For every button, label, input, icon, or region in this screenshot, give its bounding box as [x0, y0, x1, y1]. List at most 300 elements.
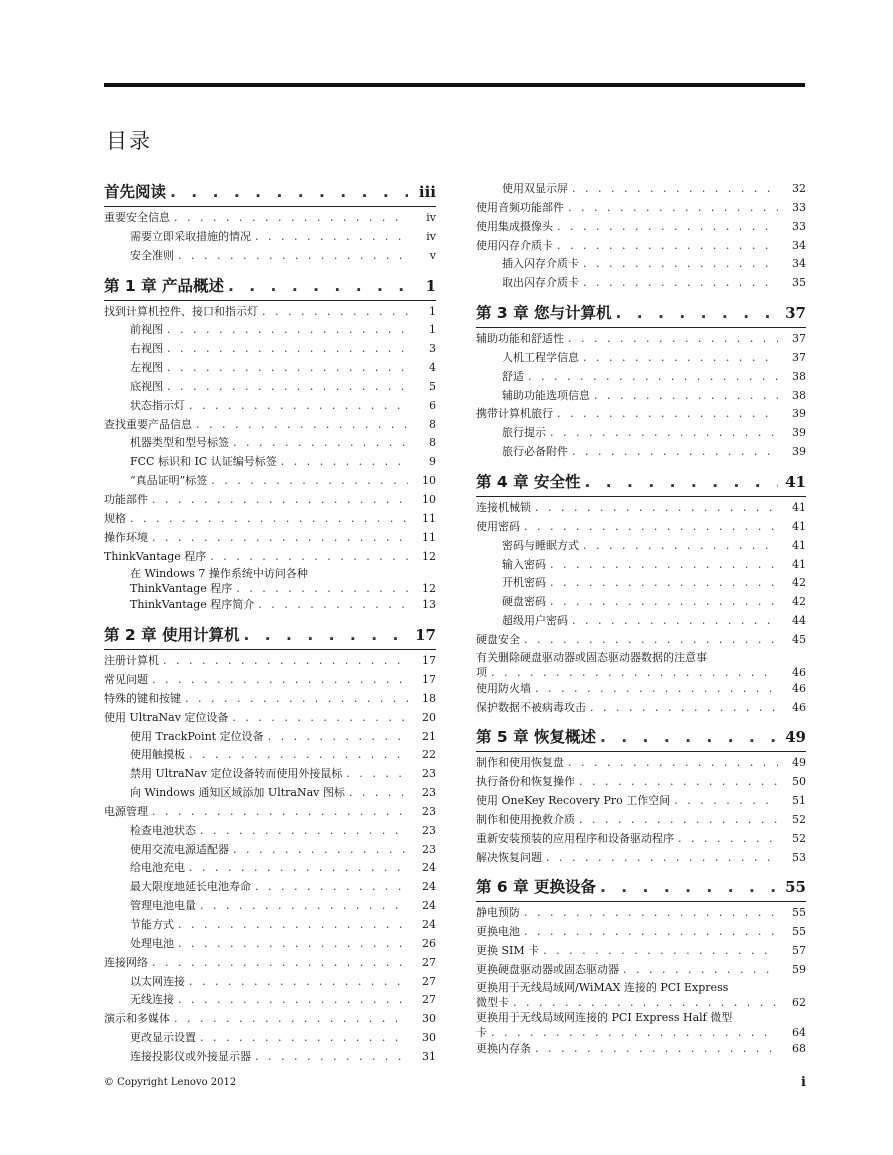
dot-leader [509, 995, 778, 1010]
toc-entry-title: 辅助功能选项信息 [502, 388, 590, 402]
toc-entry[interactable] [104, 841, 436, 860]
toc-entry-page: 46 [792, 700, 806, 714]
toc-entry[interactable] [104, 303, 436, 322]
dot-leader [174, 935, 408, 954]
toc-entry-title: 右视图 [130, 342, 163, 356]
toc-entry[interactable] [104, 228, 436, 247]
toc-chapter-title: 第 2 章 使用计算机 [104, 626, 240, 645]
toc-entry-title: 取出闪存介质卡 [502, 276, 579, 290]
toc-entry-page: 23 [422, 767, 436, 781]
toc-entry-title: 找到计算机控件、接口和指示灯 [104, 304, 258, 318]
toc-entry-title: ThinkVantage 程序 [130, 582, 233, 596]
toc-entry[interactable] [104, 472, 436, 491]
dot-leader [575, 773, 778, 792]
toc-entry-page: 23 [422, 842, 436, 856]
toc-entry-page: 33 [792, 219, 806, 233]
dot-leader [251, 228, 408, 247]
toc-entry-page: 62 [792, 995, 806, 1009]
toc-entry[interactable] [104, 765, 436, 784]
toc-entry[interactable] [104, 1048, 436, 1067]
toc-entry[interactable] [104, 378, 436, 397]
chapter-rule [104, 649, 436, 650]
toc-entry-page: 13 [422, 598, 436, 612]
toc-entry[interactable] [104, 822, 436, 841]
toc-entry-title: 使用密码 [476, 519, 520, 533]
toc-entry[interactable] [104, 803, 436, 822]
toc-entry[interactable] [476, 699, 806, 718]
toc-entry[interactable] [104, 728, 436, 747]
toc-entry[interactable] [104, 746, 436, 765]
toc-entry[interactable] [476, 330, 806, 349]
toc-entry-page: 12 [422, 582, 436, 596]
toc-entry-title: 功能部件 [104, 492, 148, 506]
toc-entry-title: 解决恢复问题 [476, 850, 542, 864]
toc-chapter-page: iii [418, 183, 436, 201]
toc-entry-page: 35 [792, 276, 806, 290]
toc-entry-title: 更改显示设置 [130, 1031, 196, 1045]
toc-left-column [104, 180, 436, 1067]
dot-leader [568, 180, 778, 199]
toc-entry[interactable] [104, 566, 436, 596]
toc-entry-page: 32 [792, 182, 806, 195]
toc-entry[interactable] [104, 596, 436, 615]
toc-entry-title: 更换硬盘驱动器或固态驱动器 [476, 963, 619, 976]
toc-entry-title: 辅助功能和舒适性 [476, 332, 564, 346]
toc-entry-page: 11 [422, 511, 436, 525]
toc-entry[interactable] [476, 443, 806, 462]
toc-entry-page: 39 [792, 426, 806, 440]
dot-leader [239, 623, 408, 648]
dot-leader [345, 784, 408, 803]
toc-entry-title: 连接网络 [104, 955, 148, 969]
toc-entry[interactable] [104, 1029, 436, 1048]
toc-entry-title: 特殊的键和按键 [104, 691, 181, 705]
dot-leader [579, 255, 778, 274]
dot-leader [251, 1048, 408, 1067]
dot-leader [546, 574, 778, 593]
dot-leader [531, 499, 778, 518]
dot-leader [163, 321, 408, 340]
toc-entry-page: 64 [792, 1025, 806, 1039]
toc-entry[interactable] [104, 991, 436, 1010]
dot-leader [159, 652, 408, 671]
dot-leader [192, 416, 408, 435]
toc-entry-page: 27 [422, 955, 436, 969]
dot-leader [185, 973, 408, 992]
dot-leader [520, 631, 778, 650]
toc-entry-title: 使用防火墙 [476, 681, 531, 695]
toc-entry[interactable] [476, 368, 806, 387]
toc-entry[interactable] [476, 405, 806, 424]
toc-entry-page: 5 [429, 379, 436, 393]
dot-leader [148, 529, 408, 548]
toc-entry-title: 注册计算机 [104, 654, 159, 668]
toc-entry-title: 管理电池电量 [130, 899, 196, 913]
toc-entry-title: 项 [476, 665, 487, 679]
toc-chapter-title: 第 1 章 产品概述 [104, 276, 224, 295]
toc-entry-title: 左视图 [130, 361, 163, 375]
toc-chapter-page: 17 [415, 626, 436, 645]
toc-entry-title: 处理电池 [130, 936, 174, 950]
toc-chapter[interactable] [104, 274, 436, 299]
toc-chapter-page: 41 [785, 472, 806, 491]
dot-leader [170, 209, 408, 228]
dot-leader [520, 904, 778, 923]
chapter-rule [104, 206, 436, 207]
toc-entry-title: 以太网连接 [130, 974, 185, 988]
toc-entry[interactable] [104, 453, 436, 472]
toc-entry-page: 34 [792, 238, 806, 252]
toc-entry-page: 8 [429, 417, 436, 431]
toc-entry[interactable] [476, 792, 806, 811]
toc-entry-title: 使用 UltraNav 定位设备 [104, 710, 229, 724]
toc-chapter-title: 第 4 章 安全性 [476, 472, 581, 491]
toc-entry-page: 27 [422, 993, 436, 1007]
toc-entry[interactable] [104, 859, 436, 878]
toc-entry-page: 50 [792, 775, 806, 789]
toc-entry-page: 24 [422, 899, 436, 913]
toc-entry[interactable] [104, 916, 436, 935]
dot-leader [170, 1010, 408, 1029]
dot-leader [163, 340, 408, 359]
toc-entry-page: 6 [429, 398, 436, 412]
dot-leader [531, 680, 778, 699]
toc-entry[interactable] [476, 199, 806, 218]
toc-entry-page: 20 [422, 710, 436, 724]
toc-entry-title: 静电预防 [476, 906, 520, 920]
toc-entry[interactable] [104, 416, 436, 435]
toc-entry[interactable] [476, 923, 806, 942]
toc-entry-page: 21 [422, 729, 436, 743]
toc-entry[interactable] [104, 548, 436, 567]
toc-entry[interactable] [104, 897, 436, 916]
toc-entry-page: 46 [792, 681, 806, 695]
toc-chapter[interactable] [104, 180, 436, 205]
toc-entry-title: 操作环境 [104, 530, 148, 544]
dot-leader [196, 897, 408, 916]
toc-entry[interactable] [476, 680, 806, 699]
dot-leader [148, 954, 408, 973]
toc-entry-title: 旅行必备附件 [502, 445, 568, 459]
toc-entry[interactable] [476, 849, 806, 868]
toc-entry[interactable] [104, 321, 436, 340]
toc-chapter[interactable] [476, 875, 806, 900]
dot-leader [148, 803, 408, 822]
dot-leader [553, 237, 778, 256]
dot-leader [564, 330, 778, 349]
dot-leader [487, 665, 778, 680]
toc-entry-page: 18 [422, 691, 436, 705]
toc-entry[interactable] [476, 830, 806, 849]
toc-entry[interactable] [476, 518, 806, 537]
toc-entry-title: 连接机械锁 [476, 500, 531, 514]
toc-entry[interactable] [476, 811, 806, 830]
toc-entry-page: 17 [422, 654, 436, 668]
toc-entry-title: 硬盘安全 [476, 632, 520, 646]
dot-leader [258, 303, 408, 322]
dot-leader [520, 518, 778, 537]
toc-entry-page: 30 [422, 1031, 436, 1045]
toc-entry-page: 39 [792, 407, 806, 421]
toc-entry[interactable] [104, 434, 436, 453]
toc-entry-title: 节能方式 [130, 918, 174, 931]
toc-entry-page: 27 [422, 974, 436, 988]
toc-entry[interactable] [104, 973, 436, 992]
toc-entry[interactable] [104, 784, 436, 803]
toc-entry-page: 41 [792, 500, 806, 514]
toc-entry[interactable] [104, 671, 436, 690]
toc-chapter-page: 49 [785, 728, 806, 747]
dot-leader [579, 537, 778, 556]
dot-leader [181, 690, 408, 709]
toc-entry-page: 11 [422, 530, 436, 544]
dot-leader [228, 709, 408, 728]
toc-entry[interactable] [476, 424, 806, 443]
toc-entry[interactable] [476, 180, 806, 199]
toc-entry-page: 30 [422, 1012, 436, 1026]
dot-leader [229, 434, 408, 453]
toc-entry[interactable] [476, 650, 806, 680]
toc-entry-page: 12 [422, 549, 436, 563]
toc-chapter[interactable] [476, 301, 806, 326]
toc-entry[interactable] [476, 387, 806, 406]
toc-entry-title: 密码与睡眠方式 [502, 538, 579, 552]
dot-leader [520, 923, 778, 942]
copyright-notice: © Copyright Lenovo 2012 [104, 1077, 237, 1088]
toc-entry[interactable] [104, 247, 436, 266]
toc-chapter-title: 第 6 章 更换设备 [476, 878, 596, 897]
top-rule [104, 83, 805, 87]
toc-entry-title: 重新安装预装的应用程序和设备驱动程序 [476, 831, 674, 845]
dot-leader [546, 593, 778, 612]
dot-leader [185, 397, 408, 416]
toc-entry[interactable] [476, 574, 806, 593]
toc-entry[interactable] [104, 209, 436, 228]
toc-entry[interactable] [476, 255, 806, 274]
toc-entry-title: 保护数据不被病毒攻击 [476, 700, 586, 714]
toc-entry-page: 23 [422, 823, 436, 837]
toc-entry-page: 41 [792, 538, 806, 552]
toc-entry-title-line: 更换用于无线局域网/WiMAX 连接的 PCI Express [476, 980, 729, 994]
toc-entry-title: 使用双显示屏 [502, 182, 568, 195]
toc-entry[interactable] [476, 612, 806, 631]
toc-chapter[interactable] [104, 623, 436, 648]
toc-entry-page: iv [426, 229, 436, 243]
toc-entry[interactable] [104, 954, 436, 973]
toc-entry[interactable] [476, 237, 806, 256]
toc-entry-page: 31 [422, 1049, 436, 1063]
toc-entry-title: 向 Windows 通知区域添加 UltraNav 图标 [130, 786, 345, 800]
dot-leader [264, 728, 408, 747]
toc-entry[interactable] [104, 491, 436, 510]
toc-entry-title: 使用交流电源适配器 [130, 842, 229, 856]
toc-entry[interactable] [476, 556, 806, 575]
dot-leader [232, 581, 408, 596]
toc-entry-page: 44 [792, 614, 806, 628]
toc-entry-title: 开机密码 [502, 576, 546, 590]
dot-leader [163, 359, 408, 378]
toc-entry[interactable] [476, 218, 806, 237]
dot-leader [596, 875, 778, 900]
toc-entry[interactable] [104, 359, 436, 378]
toc-entry-title: ThinkVantage 程序简介 [130, 598, 255, 612]
toc-entry-page: 38 [792, 388, 806, 402]
toc-entry-page: 3 [429, 342, 436, 356]
chapter-rule [104, 300, 436, 301]
toc-entry-page: 4 [429, 361, 436, 375]
toc-entry[interactable] [104, 397, 436, 416]
toc-entry[interactable] [104, 690, 436, 709]
dot-leader [148, 491, 408, 510]
toc-entry-page: 38 [792, 369, 806, 383]
toc-entry[interactable] [104, 935, 436, 954]
toc-entry-page: 52 [792, 812, 806, 826]
dot-leader [126, 510, 408, 529]
toc-entry-title: 查找重要产品信息 [104, 417, 192, 431]
toc-entry-page: 26 [422, 936, 436, 950]
toc-entry[interactable] [476, 537, 806, 556]
dot-leader [163, 378, 408, 397]
dot-leader [251, 878, 408, 897]
toc-entry-page: 9 [429, 455, 436, 469]
chapter-rule [476, 901, 806, 902]
toc-chapter-title: 第 5 章 恢复概述 [476, 728, 596, 747]
dot-leader [596, 725, 778, 750]
toc-chapter-title: 首先阅读 [104, 183, 167, 201]
dot-leader [174, 991, 408, 1010]
dot-leader [619, 961, 778, 980]
toc-right-column [476, 180, 806, 1059]
dot-leader [185, 859, 408, 878]
toc-entry-page: 23 [422, 804, 436, 818]
toc-entry[interactable] [104, 709, 436, 728]
toc-entry-title: FCC 标识和 IC 认证编号标签 [130, 455, 277, 469]
toc-entry[interactable] [476, 942, 806, 961]
toc-chapter[interactable] [476, 470, 806, 495]
toc-entry-title: 执行备份和恢复操作 [476, 775, 575, 789]
toc-entry-page: 17 [422, 673, 436, 687]
dot-leader [277, 453, 408, 472]
toc-entry[interactable] [104, 340, 436, 359]
toc-entry[interactable] [476, 349, 806, 368]
toc-entry-page: 22 [422, 748, 436, 762]
chapter-rule [476, 496, 806, 497]
toc-entry-title: 使用音频功能部件 [476, 200, 564, 214]
toc-entry-title: 制作和使用恢复盘 [476, 756, 564, 770]
toc-entry-title-line: 在 Windows 7 操作系统中访问各种 [130, 567, 308, 581]
toc-entry-title: 更换 SIM 卡 [476, 944, 540, 958]
toc-entry[interactable] [476, 1040, 806, 1059]
toc-entry-page: 53 [792, 850, 806, 864]
dot-leader [487, 1025, 778, 1040]
toc-entry-title: 更换内存条 [476, 1041, 531, 1055]
toc-entry-title-line: 有关删除硬盘驱动器或固态驱动器数据的注意事 [476, 650, 707, 664]
toc-entry-page: 24 [422, 880, 436, 894]
toc-entry-title: 插入闪存介质卡 [502, 257, 579, 271]
dot-leader [546, 424, 778, 443]
toc-entry-title: 最大限度地延长电池寿命 [130, 880, 251, 894]
dot-leader [575, 811, 778, 830]
toc-entry-title: 常见问题 [104, 673, 148, 687]
toc-entry-title: 输入密码 [502, 557, 546, 571]
toc-entry-title: 状态指示灯 [130, 398, 185, 412]
dot-leader [579, 349, 778, 368]
toc-entry-title: 制作和使用挽救介质 [476, 812, 575, 826]
toc-entry-page: v [429, 248, 436, 262]
toc-entry[interactable] [476, 274, 806, 293]
toc-entry-title: 微型卡 [476, 995, 509, 1009]
toc-chapter[interactable] [476, 725, 806, 750]
toc-entry-page: 42 [792, 595, 806, 609]
toc-entry[interactable] [476, 593, 806, 612]
toc-entry[interactable] [104, 652, 436, 671]
toc-entry[interactable] [476, 773, 806, 792]
dot-leader [553, 405, 778, 424]
dot-leader [579, 274, 778, 293]
toc-entry-title: 连接投影仪或外接显示器 [130, 1049, 251, 1063]
dot-leader [196, 1029, 408, 1048]
toc-entry-page: 1 [429, 323, 436, 337]
toc-entry[interactable] [476, 961, 806, 980]
toc-entry-page: 49 [792, 756, 806, 770]
dot-leader [196, 822, 408, 841]
toc-entry-page: 34 [792, 257, 806, 271]
dot-leader [580, 470, 778, 495]
toc-chapter-page: 1 [425, 276, 436, 295]
toc-entry[interactable] [476, 904, 806, 923]
toc-entry-title: 前视图 [130, 323, 163, 337]
toc-entry-title: 底视图 [130, 379, 163, 393]
toc-entry-title: 检查电池状态 [130, 823, 196, 837]
dot-leader [342, 765, 408, 784]
dot-leader [531, 1040, 778, 1059]
dot-leader [524, 368, 778, 387]
toc-entry-title: 使用集成摄像头 [476, 219, 553, 233]
toc-entry[interactable] [104, 1010, 436, 1029]
toc-chapter-page: 37 [785, 304, 806, 323]
dot-leader [254, 596, 408, 615]
toc-entry[interactable] [476, 980, 806, 1010]
dot-leader [166, 180, 408, 205]
toc-entry-page: 33 [792, 200, 806, 214]
toc-entry-title: 机器类型和型号标签 [130, 436, 229, 450]
toc-entry-title: 携带计算机旅行 [476, 407, 553, 421]
dot-leader [229, 841, 408, 860]
toc-chapter-page: 55 [785, 878, 806, 897]
dot-leader [546, 556, 778, 575]
dot-leader [568, 612, 778, 631]
dot-leader [539, 942, 778, 961]
toc-entry-title: 需要立即采取措施的情况 [130, 229, 251, 243]
dot-leader [586, 699, 778, 718]
toc-entry-page: 24 [422, 918, 436, 931]
toc-entry-title: 电源管理 [104, 804, 148, 818]
toc-entry-page: 46 [792, 665, 806, 679]
toc-entry[interactable] [476, 499, 806, 518]
toc-entry-page: 55 [792, 925, 806, 939]
toc-entry-title: 使用 OneKey Recovery Pro 工作空间 [476, 794, 671, 808]
toc-entry-title: 人机工程学信息 [502, 350, 579, 364]
toc-entry[interactable] [476, 754, 806, 773]
dot-leader [568, 443, 778, 462]
toc-entry-title: 使用触摸板 [130, 748, 185, 762]
toc-entry[interactable] [476, 1010, 806, 1040]
toc-entry[interactable] [104, 510, 436, 529]
toc-entry[interactable] [104, 529, 436, 548]
toc-entry[interactable] [476, 631, 806, 650]
dot-leader [174, 247, 408, 266]
toc-entry[interactable] [104, 878, 436, 897]
